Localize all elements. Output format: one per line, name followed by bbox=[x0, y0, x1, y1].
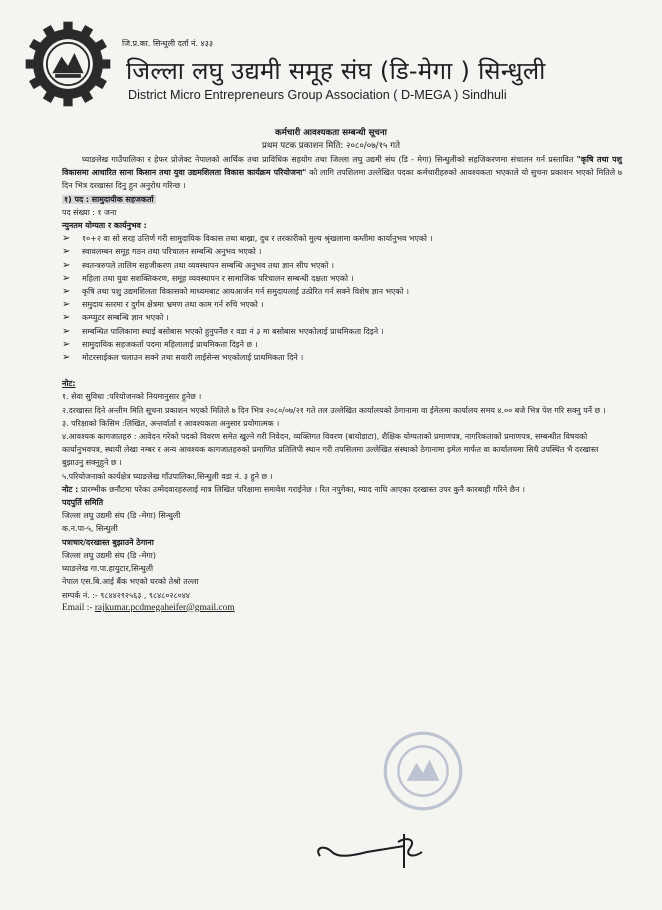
arrow-bullet-icon: ➢ bbox=[62, 352, 71, 364]
list-item bbox=[62, 325, 622, 338]
intro-paragraph bbox=[62, 153, 622, 193]
note-item: १. सेवा सुविधा :परियोजनको नियमानुसार हुनेछ । bbox=[62, 392, 202, 402]
final-note bbox=[62, 483, 622, 496]
list-item-text: महिला तथा युवा सशक्तिकरण, समूह व्यवस्थापन र सामाजिक परिचालन सम्बन्धी दक्षता भएको । bbox=[82, 273, 354, 283]
org-name-nepali: जिल्ला लघु उद्यमी समूह संघ (डि-मेगा ) सिन्धुली bbox=[126, 57, 546, 85]
contact-line: नेपाल एस.बि.आई बैंक भएको घरको तेश्रो तल्ला bbox=[62, 577, 199, 587]
list-item bbox=[62, 311, 622, 324]
list-item-text: सामुदायिक सहजकर्ता पदमा महिलालाई प्राथमिकता दिइने छ । bbox=[82, 339, 258, 349]
requirements-heading: न्युनतम योग्यता र कार्यनुभव : bbox=[62, 221, 147, 231]
notice-body bbox=[62, 153, 622, 615]
position-count: पद संख्या : १ जना bbox=[62, 207, 117, 217]
org-name-english: District Micro Entrepreneurs Group Association ( D-MEGA ) Sindhuli bbox=[128, 88, 507, 102]
email-label: Email :- bbox=[62, 602, 93, 613]
program-name: "कृषि तथा पशु विकासमा आधारित साना किसान तथा युवा उद्यमशिलता विकास कार्यक्रम परियोजना" bbox=[62, 155, 623, 178]
arrow-bullet-icon: ➢ bbox=[62, 312, 71, 324]
position-heading-label: १) पद : सामुदायीक सहजकर्ता bbox=[64, 194, 154, 204]
email-link[interactable]: rajkumar.pcdmegaheifer@gmail.com bbox=[94, 602, 235, 613]
list-item-text: १०+२ वा सो सरह उत्तिर्ण गरी सामुदायिक विकास तथा बाख्रा, दुध र तरकारीको मुल्य श्रृंखलामा कम्तीमा कार्यानुभव भएको । bbox=[82, 234, 433, 244]
list-item bbox=[62, 338, 622, 351]
note-item: २.दरखास्त दिने अन्तीम मिति सूचना प्रकाशन भएको मितिले ७ दिन भित्र २०८०/०७/२१ गते तल उल्लेखित कार्यालयको ठेगानामा वा ईमेलमा कार्यालय समय ४.०० बजे भित्र पेश गरि सक्नु पर्ने छ । bbox=[62, 405, 606, 415]
arrow-bullet-icon: ➢ bbox=[62, 325, 71, 337]
final-note-text: प्रारम्भीक छनौटमा परेका उम्मेदवारहरुलाई मात्र लिखित परिक्षामा समावेश गराईनेछ । रित नपुगेका, म्याद नाघि आएका दरखास्त उपर कुनै कारबाही गरिने छैन । bbox=[78, 484, 526, 494]
registration-number: जि.प्र.का. सिन्धुली दर्ता नं. ४३३ bbox=[122, 39, 214, 48]
contact-heading: पत्राचार/दरखास्त बुझाउने ठेगाना bbox=[62, 537, 154, 547]
publication-date: प्रथम पटक प्रकाशन मिति: २०८०/०७/१५ गते bbox=[262, 141, 400, 151]
arrow-bullet-icon: ➢ bbox=[62, 233, 71, 245]
arrow-bullet-icon: ➢ bbox=[62, 299, 71, 311]
signature-icon bbox=[312, 826, 437, 874]
notes-heading: नोट: bbox=[62, 379, 76, 389]
arrow-bullet-icon: ➢ bbox=[62, 246, 71, 258]
note-item: ५.परियोजनाको कार्यक्षेत्र घ्याङलेख गाँउपालिका,सिन्धुली वडा नं. ३ हुने छ । bbox=[62, 471, 273, 481]
list-item-text: कम्प्युटर सम्बन्धि ज्ञान भएको । bbox=[82, 313, 169, 323]
office-stamp-icon bbox=[382, 730, 464, 812]
arrow-bullet-icon: ➢ bbox=[62, 272, 71, 284]
contact-line: घ्याङलेख गा.पा.हायुटार,सिन्धुली bbox=[62, 564, 153, 574]
notice-title: कर्मचारी आवश्यकता सम्बन्धी सूचना bbox=[275, 128, 387, 138]
contact-phone: सम्पर्क नं. :- ९८४४२९२५६३ , ९८४८०२८०४४ bbox=[62, 590, 190, 600]
committee-heading: पदपुर्ति समिति bbox=[62, 498, 104, 508]
final-note-label: नोट : bbox=[62, 484, 79, 494]
contact-line: जिल्ला लघु उद्यमी संघ (डि -मेगा) bbox=[62, 550, 156, 560]
list-item-text: समुदाय स्तरमा र दुर्गम क्षेत्रमा भ्रमण तथा काम गर्न रुचि भएको । bbox=[82, 300, 264, 310]
list-item bbox=[62, 351, 622, 364]
list-item bbox=[62, 245, 622, 258]
requirements-list bbox=[62, 232, 622, 364]
intro-text-2: को लागि तपशिलमा उल्लेखित पदका कर्मचारीहरुको आवश्यकता भएकाले यो सुचना प्रकाशन भएको मितिले ७ दिन भित्र दरखास्त दिनु हुन अनुरोध गरिन्छ । bbox=[62, 168, 622, 191]
list-item bbox=[62, 272, 622, 285]
list-item-text: स्वतन्त्ररुपले तालिम सहजीकरण तथा व्यवस्थापन सम्बन्धि अनुभव तथा ज्ञान सीप भएको । bbox=[82, 260, 334, 270]
list-item-text: सम्बन्धित पालिकामा स्थाई बसोबास भएको हुनुपर्नेछ र वडा नं ३ मा बसोबास भएकोलाई प्राथमिकता दिइने । bbox=[82, 326, 384, 336]
list-item bbox=[62, 259, 622, 272]
list-item-text: मोटरसाईकल चलाउन सक्ने तथा सवारी लाईसेन्स भएकोलाई प्राथमिकता दिने । bbox=[82, 353, 304, 363]
note-item: ४.आवश्यक कागजातहरु : आवेदन गरेको पदको विवरण समेत खुल्ने गरी निवेदन, व्यक्तिगत विवरण (बायोडाटा), शैक्षिक योग्यताको प्रमाणपत्र, नागरिकताको प्रमाणपत्र, सम्बन्धीत विषयको कार्यानुभवपत्र, स्थायी लेखा नम्बर र अन्य आवश्यक कागजातहरुको प्रमाणित प्रतिलिपी स्थान गरी तपसिलमा उल्लेखित संस्थाको ठेगानामा इमेल मार्फत वा कार्यालयमा सिधै उपस्थित भै दरखास्त बुझाउनु सक्नुहुने छ । bbox=[62, 432, 599, 468]
position-heading bbox=[62, 193, 622, 206]
intro-text-1: घ्याङलेख गाउँपालिका र हेफर प्रोजेक्ट नेपालको आर्थिक तथा प्राविधिक सहयोग तथा जिल्ला लघु उद्यमी संघ (डि - मेगा) सिन्धुलीको सहजिकरणमा संचालन गर्न प्रस्तावित bbox=[82, 155, 577, 164]
arrow-bullet-icon: ➢ bbox=[62, 286, 71, 298]
arrow-bullet-icon: ➢ bbox=[62, 259, 71, 271]
committee-line: क.न.पा-५, सिन्धुली bbox=[62, 524, 118, 534]
contact-email-row bbox=[62, 602, 622, 615]
committee-line: जिल्ला लघु उद्यमी संघ (डि -मेगा) सिन्धुली bbox=[62, 511, 181, 521]
list-item bbox=[62, 285, 622, 298]
list-item bbox=[62, 298, 622, 311]
arrow-bullet-icon: ➢ bbox=[62, 338, 71, 350]
list-item-text: कृषि तथा पशु उद्यमशिलता विकासको माध्यमबाट आयआर्जन गर्न समुदायलाई उत्प्रेरित गर्न सक्ने विशेष ज्ञान भएको । bbox=[82, 287, 410, 297]
list-item bbox=[62, 232, 622, 245]
note-item: ३. परिक्षाको किसिम :लिखित, अन्तर्वार्ता र आवश्यकता अनुसार प्रयोगात्मक । bbox=[62, 418, 280, 428]
org-logo-icon bbox=[22, 18, 114, 110]
list-item-text: स्वावलम्बन समूह गठन तथा परिचालन सम्बन्धि अनुभव भएको । bbox=[82, 247, 262, 257]
